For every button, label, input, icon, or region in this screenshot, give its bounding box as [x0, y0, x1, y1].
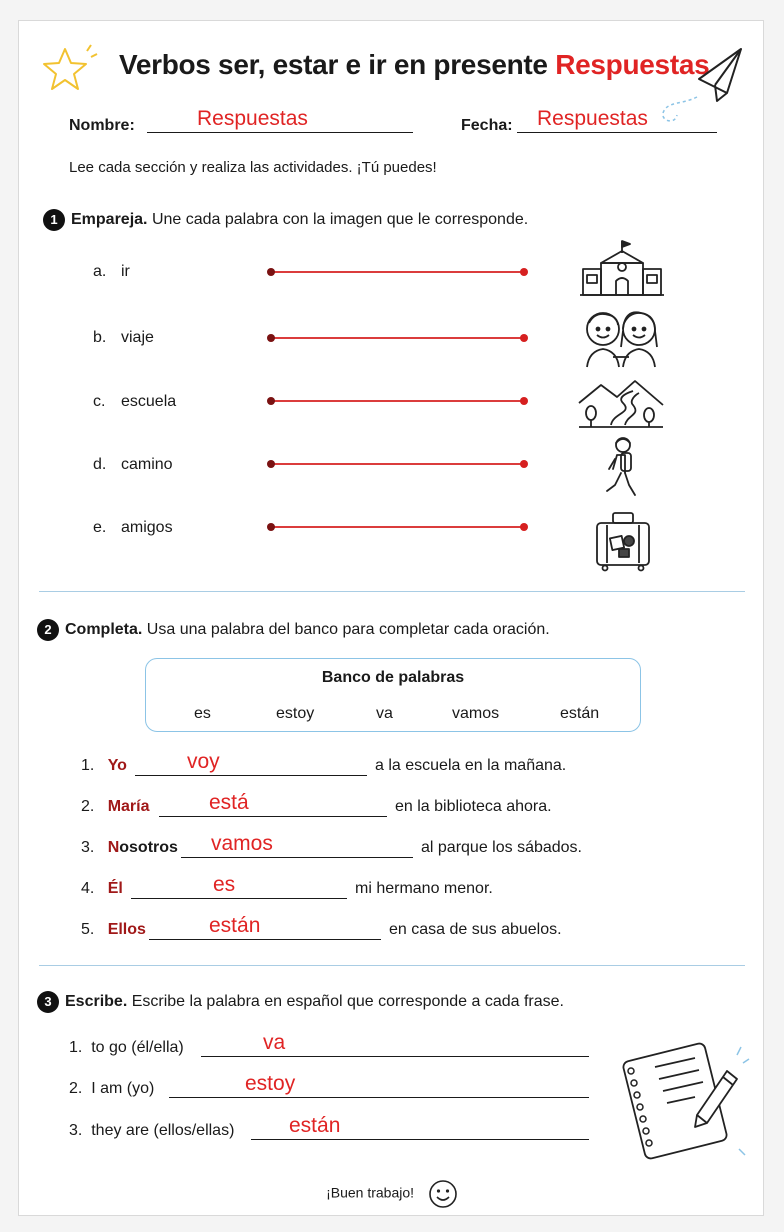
match-item: b. viaje — [93, 329, 154, 346]
worksheet — [18, 20, 764, 1216]
footer-text: ¡Buen trabajo! — [326, 1184, 415, 1201]
answer-blank[interactable] — [135, 756, 367, 776]
match-item: a. ir — [93, 263, 130, 280]
sentence: 2. María — [81, 798, 150, 815]
answer-value: están — [289, 1114, 341, 1137]
smiley-icon — [428, 1179, 458, 1209]
sentence-rest: al parque los sábados. — [421, 839, 582, 856]
section3-number: 3 — [37, 991, 59, 1013]
section2-number: 2 — [37, 619, 59, 641]
star-icon — [41, 43, 97, 93]
bank-word[interactable]: va — [376, 705, 393, 722]
match-line[interactable] — [267, 268, 528, 276]
road-icon[interactable] — [577, 377, 665, 429]
match-line[interactable] — [267, 397, 528, 405]
bank-word[interactable]: estoy — [276, 705, 315, 722]
section2-heading: 2 Completa. Usa una palabra del banco para completar cada oración. — [37, 619, 550, 641]
answer-value: voy — [187, 750, 220, 773]
answer-value: está — [209, 791, 249, 814]
page-title: Verbos ser, estar e ir en presente Respuestas — [119, 49, 710, 80]
match-item: e. amigos — [93, 519, 173, 536]
answer-blank[interactable] — [131, 879, 347, 899]
section1-number: 1 — [43, 209, 65, 231]
answer-blank[interactable] — [159, 797, 387, 817]
sentence: 5. Ellos — [81, 921, 146, 938]
word-bank — [145, 658, 641, 732]
name-label: Nombre: — [69, 117, 135, 134]
sentence: 1. Yo — [81, 757, 127, 774]
intro-text: Lee cada sección y realiza las actividades. ¡Tú puedes! — [69, 159, 437, 176]
match-item: d. camino — [93, 456, 173, 473]
answer-blank[interactable] — [169, 1078, 589, 1098]
sentence: 4. Él — [81, 880, 123, 897]
notebook-pencil-icon — [615, 1031, 749, 1157]
date-value: Respuestas — [537, 107, 648, 130]
name-value: Respuestas — [197, 107, 308, 130]
match-item: c. escuela — [93, 393, 177, 410]
bank-word[interactable]: es — [194, 705, 211, 722]
answer-value: es — [213, 873, 236, 896]
sentence-rest: en casa de sus abuelos. — [389, 921, 562, 938]
answers-tag: Respuestas — [555, 49, 710, 80]
school-icon[interactable] — [579, 239, 665, 299]
answer-value: vamos — [211, 832, 273, 855]
answer-blank[interactable] — [149, 920, 381, 940]
translation-prompt: 2. I am (yo) — [69, 1080, 155, 1097]
word-bank-title: Banco de palabras — [321, 669, 465, 686]
match-line[interactable] — [267, 523, 528, 531]
section3-heading: 3 Escribe. Escribe la palabra en español que corresponde a cada frase. — [37, 991, 564, 1013]
sentence-rest: mi hermano menor. — [355, 880, 493, 897]
sentence: 3. Nosotros — [81, 839, 178, 856]
answer-value: estoy — [245, 1072, 296, 1095]
sentence-rest: en la biblioteca ahora. — [395, 798, 552, 815]
bank-word[interactable]: vamos — [452, 705, 500, 722]
suitcase-icon[interactable] — [593, 511, 653, 571]
section1-heading: 1 Empareja. Une cada palabra con la imagen que le corresponde. — [43, 209, 528, 231]
answer-blank[interactable] — [201, 1037, 589, 1057]
sentence-rest: a la escuela en la mañana. — [375, 757, 567, 774]
bank-word[interactable]: están — [560, 705, 600, 722]
section-divider — [39, 965, 745, 966]
match-line[interactable] — [267, 460, 528, 468]
date-label: Fecha: — [461, 117, 513, 134]
translation-prompt: 1. to go (él/ella) — [69, 1039, 184, 1056]
footer — [19, 1179, 765, 1209]
friends-icon[interactable] — [581, 307, 665, 369]
match-line[interactable] — [267, 334, 528, 342]
translation-prompt: 3. they are (ellos/ellas) — [69, 1122, 235, 1139]
match-lines — [259, 261, 539, 541]
answer-value: están — [209, 914, 261, 937]
answer-value: va — [263, 1031, 286, 1054]
walking-boy-icon[interactable] — [599, 435, 645, 501]
section-divider — [39, 591, 745, 592]
